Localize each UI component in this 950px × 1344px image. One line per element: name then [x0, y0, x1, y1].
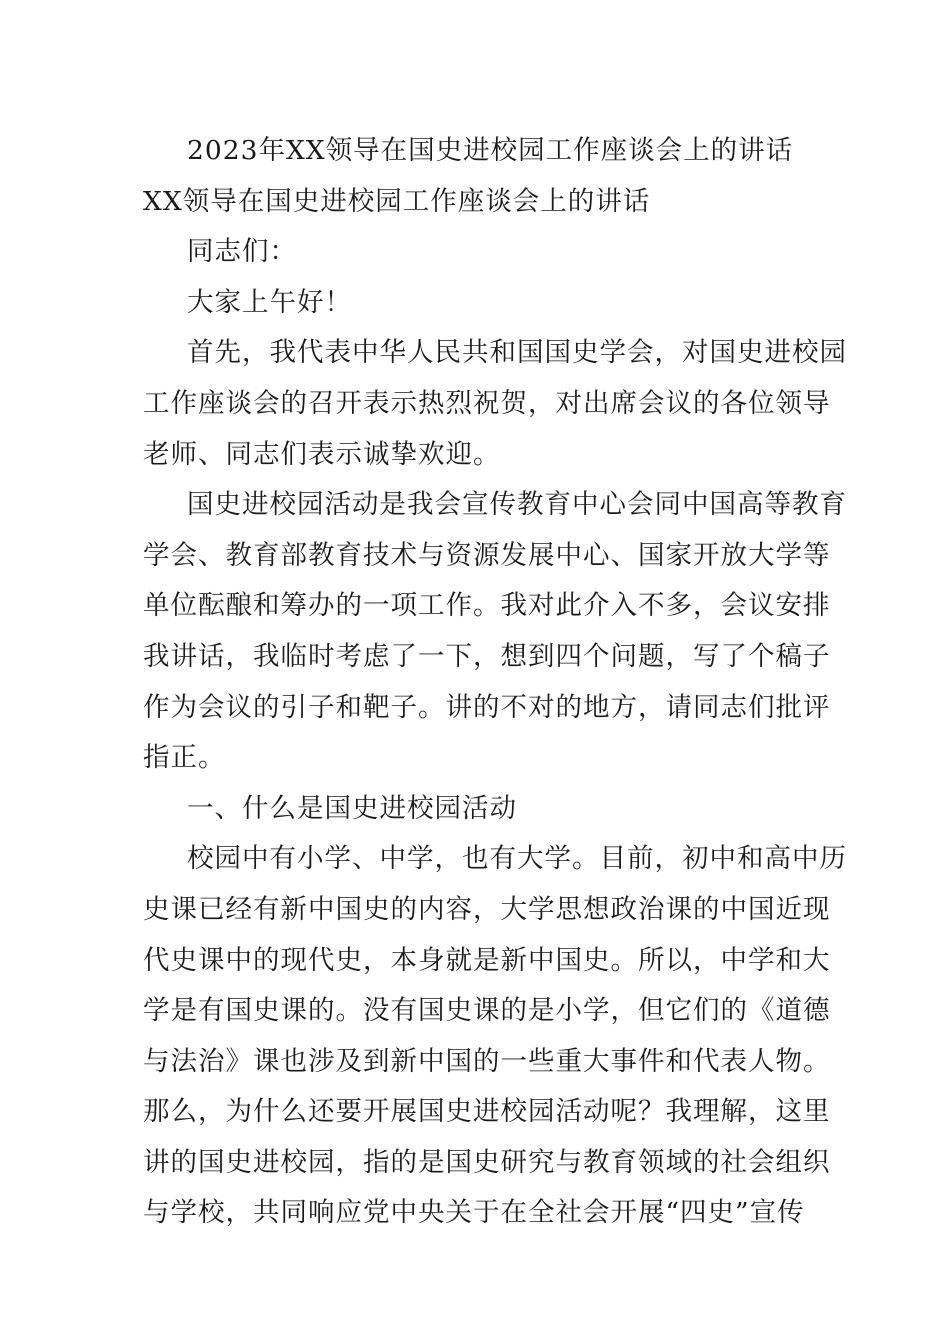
- paragraph-line: 讲的国史进校园，指的是国史研究与教育领域的社会组织: [143, 1146, 831, 1178]
- paragraph-line: 史课已经有新中国史的内容，大学思想政治课的中国近现: [143, 893, 831, 925]
- paragraph-line: 作为会议的引子和靶子。讲的不对的地方，请同志们批评: [143, 691, 831, 723]
- paragraph-line: 与学校，共同响应党中央关于在全社会开展“四史”宣传: [143, 1197, 805, 1229]
- paragraph-line: 校园中有小学、中学，也有大学。目前，初中和高中历: [187, 843, 847, 875]
- paragraph-line: 代史课中的现代史，本身就是新中国史。所以，中学和大: [143, 944, 831, 976]
- greeting: 大家上午好！: [187, 286, 352, 318]
- paragraph-line: 学是有国史课的。没有国史课的是小学，但它们的《道德: [143, 995, 831, 1027]
- paragraph-line: 指正。: [143, 742, 226, 774]
- paragraph-line: 那么，为什么还要开展国史进校园活动呢？我理解，这里: [143, 1096, 831, 1128]
- paragraph-line: 学会、教育部教育技术与资源发展中心、国家开放大学等: [143, 539, 831, 571]
- paragraph-line: 单位酝酿和筹办的一项工作。我对此介入不多，会议安排: [143, 590, 831, 622]
- paragraph-line: 工作座谈会的召开表示热烈祝贺，对出席会议的各位领导: [143, 387, 831, 419]
- document-title: 2023年XX领导在国史进校园工作座谈会上的讲话: [187, 135, 794, 166]
- document-subtitle: XX领导在国史进校园工作座谈会上的讲话: [143, 185, 651, 217]
- paragraph-line: 老师、同志们表示诚挚欢迎。: [143, 438, 501, 470]
- paragraph-line: 我讲话，我临时考虑了一下，想到四个问题，写了个稿子: [143, 640, 831, 672]
- document-body: [143, 126, 847, 1239]
- paragraph-line: 首先，我代表中华人民共和国国史学会，对国史进校园: [187, 337, 847, 369]
- section-heading: 一、什么是国史进校园活动: [187, 792, 517, 824]
- paragraph-line: 与法治》课也涉及到新中国的一些重大事件和代表人物。: [143, 1045, 831, 1077]
- salutation: 同志们：: [187, 236, 297, 268]
- paragraph-line: 国史进校园活动是我会宣传教育中心会同中国高等教育: [187, 489, 847, 521]
